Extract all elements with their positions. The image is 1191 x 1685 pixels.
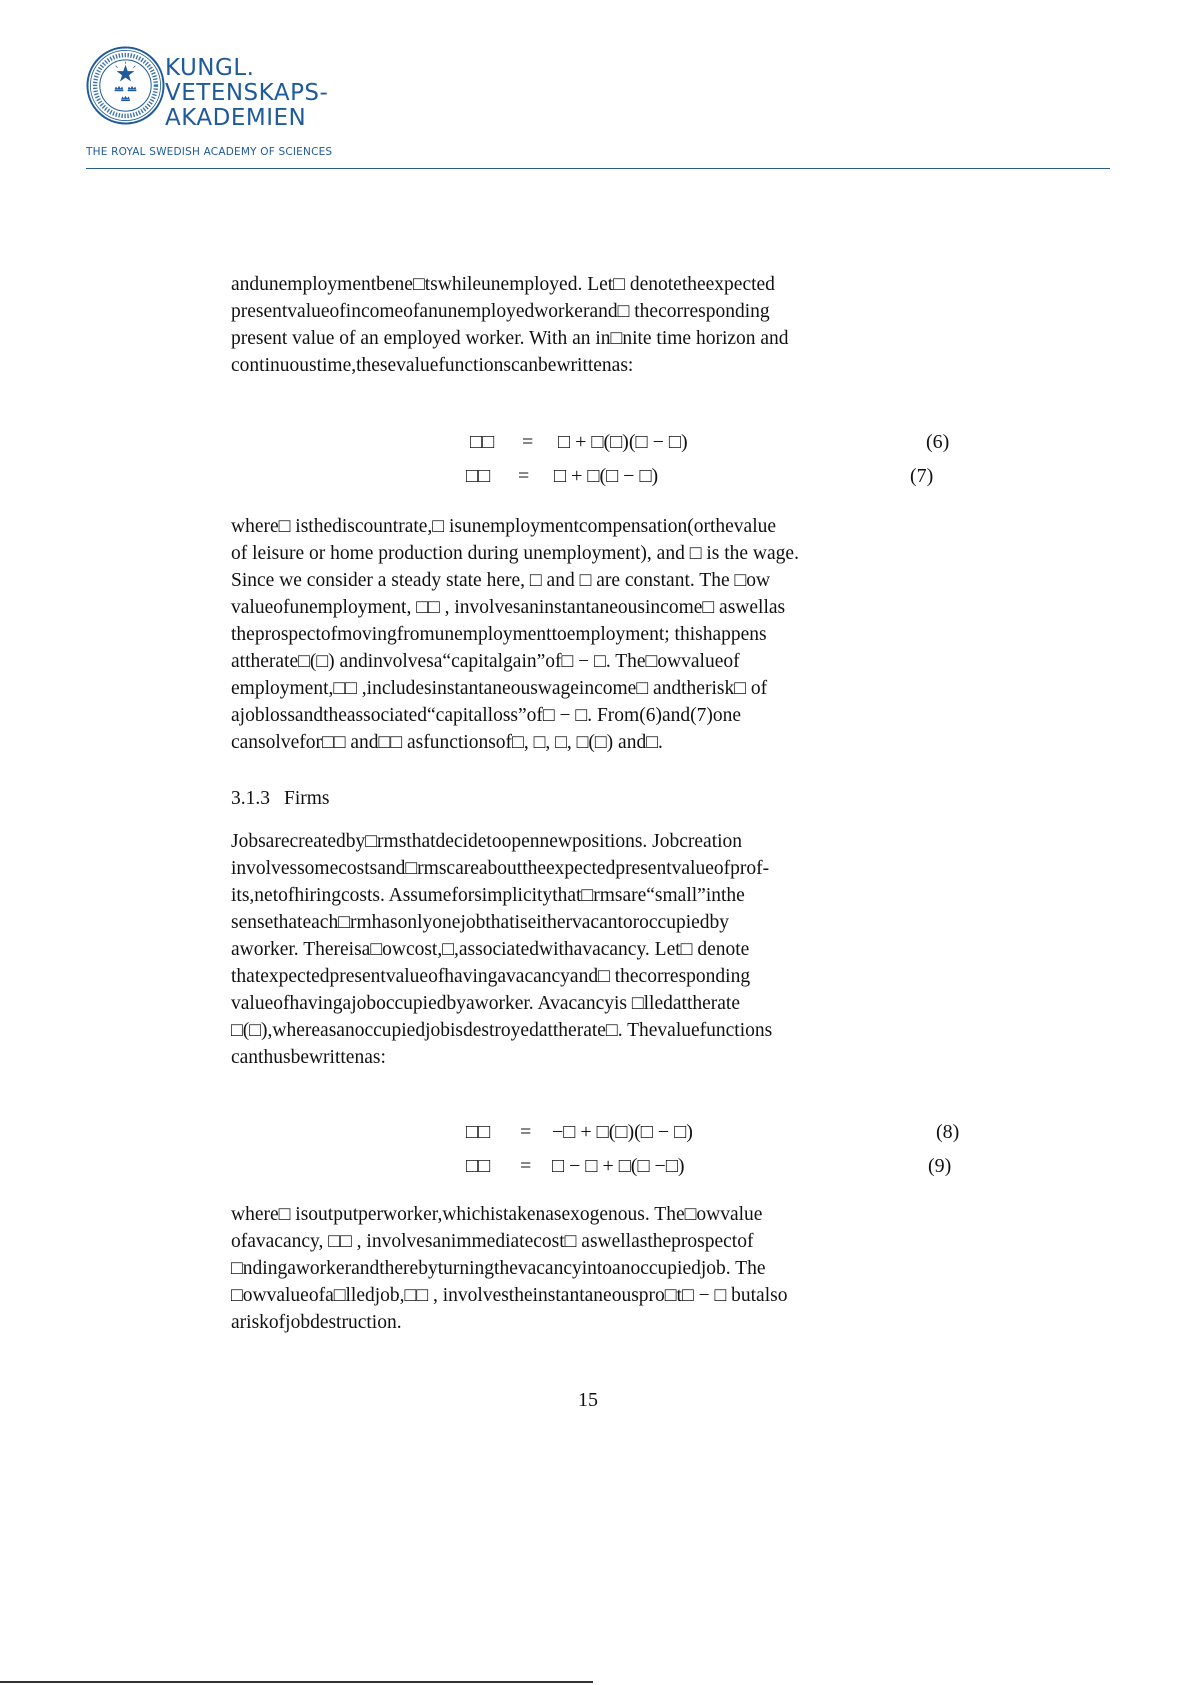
equation-rhs: −□ + □(□)(□ − □): [552, 1121, 693, 1143]
equation-lhs: □□: [466, 1121, 491, 1143]
text-line: sensethateach□rmhasonlyonejobthatiseithervacantoroccupiedby: [231, 912, 730, 933]
logo-line-2: VETENSKAPS-: [165, 80, 329, 106]
equation-number: (8): [936, 1121, 960, 1143]
text-line: andunemploymentbene□tswhileunemployed. Let□ denotetheexpected: [231, 274, 775, 295]
text-line: cansolvefor□□ and□□ asfunctionsof□, □, □, □(□) and□.: [231, 732, 663, 753]
explanation-paragraph: [231, 513, 881, 756]
equation-relation: =: [522, 431, 534, 453]
equation-relation: =: [518, 465, 530, 487]
page-header: [86, 46, 1110, 172]
text-line: continuoustime,thesevaluefunctionscanbewrittenas:: [231, 355, 634, 376]
footer-rule: [0, 1681, 593, 1683]
subsection-heading: [231, 788, 330, 810]
text-line: □(□),whereasanoccupiedjobisdestroyedattherate□. Thevaluefunctions: [231, 1020, 773, 1041]
text-line: of leisure or home production during unemployment), and □ is the wage.: [231, 543, 799, 564]
equation-lhs: □□: [466, 1155, 491, 1177]
text-line: ofavacancy, □□ , involvesanimmediatecost□ aswellastheprospectof: [231, 1231, 754, 1252]
equation-number: (6): [926, 431, 950, 453]
text-line: □ndingaworkerandtherebyturningthevacancyintoanoccupiedjob. The: [231, 1258, 766, 1279]
text-line: thatexpectedpresentvalueofhavingavacancyand□ thecorresponding: [231, 966, 751, 987]
text-line: ajoblossandtheassociated“capitalloss”of□ − □. From(6)and(7)one: [231, 705, 741, 726]
text-line: where□ isthediscountrate,□ isunemploymentcompensation(orthevalue: [231, 516, 777, 537]
text-line: ariskofjobdestruction.: [231, 1312, 402, 1333]
equation-number: (9): [928, 1155, 952, 1177]
equation-relation: =: [520, 1155, 532, 1177]
logo-wordmark: [165, 56, 328, 131]
logo-line-1: KUNGL.: [165, 55, 255, 81]
equation-number: (7): [910, 465, 934, 487]
text-line: valueofunemployment, □□ , involvesaninstantaneousincome□ aswellas: [231, 597, 786, 618]
equation-lhs: □□: [466, 465, 491, 487]
flow-value-paragraph: [231, 1201, 881, 1336]
text-line: theprospectofmovingfromunemploymenttoemployment; thishappens: [231, 624, 767, 645]
intro-paragraph: [231, 271, 881, 379]
header-rule: [86, 168, 1110, 169]
text-line: involvessomecostsand□rmscareabouttheexpectedpresentvalueofprof-: [231, 858, 770, 879]
equation-lhs: □□: [470, 431, 495, 453]
text-line: Since we consider a steady state here, □ and □ are constant. The □ow: [231, 570, 771, 591]
text-line: □owvalueofa□lledjob,□□ , involvestheinstantaneouspro□t□ − □ butalso: [231, 1285, 788, 1306]
equation-rhs: □ + □(□ − □): [554, 465, 659, 487]
text-line: its,netofhiringcosts. Assumeforsimplicitythat□rmsare“small”inthe: [231, 885, 745, 906]
text-line: present value of an employed worker. With an in□nite time horizon and: [231, 328, 789, 349]
firms-paragraph: [231, 828, 881, 1071]
text-line: aworker. Thereisa□owcost,□,associatedwithavacancy. Let□ denote: [231, 939, 750, 960]
text-line: valueofhavingajoboccupiedbyaworker. Avacancyis □lledattherate: [231, 993, 740, 1014]
text-line: attherate□(□) andinvolvesa“capitalgain”of□ − □. The□owvalueof: [231, 651, 740, 672]
text-line: employment,□□ ,includesinstantaneouswageincome□ andtherisk□ of: [231, 678, 768, 699]
academy-seal-icon: [86, 46, 165, 125]
page-number: 15: [578, 1389, 598, 1411]
text-line: presentvalueofincomeofanunemployedworkerand□ thecorresponding: [231, 301, 770, 322]
subsection-number: 3.1.3: [231, 788, 270, 809]
text-line: Jobsarecreatedby□rmsthatdecidetoopennewpositions. Jobcreation: [231, 831, 743, 852]
text-line: where□ isoutputperworker,whichistakenasexogenous. The□owvalue: [231, 1204, 763, 1225]
subsection-title: Firms: [284, 788, 330, 809]
logo-line-3: AKADEMIEN: [165, 105, 307, 131]
text-line: canthusbewrittenas:: [231, 1047, 386, 1068]
logo-subtitle: THE ROYAL SWEDISH ACADEMY OF SCIENCES: [86, 146, 333, 158]
equation-relation: =: [520, 1121, 532, 1143]
equation-rhs: □ + □(□)(□ − □): [558, 431, 688, 453]
equation-rhs: □ − □ + □(□ −□): [552, 1155, 685, 1177]
